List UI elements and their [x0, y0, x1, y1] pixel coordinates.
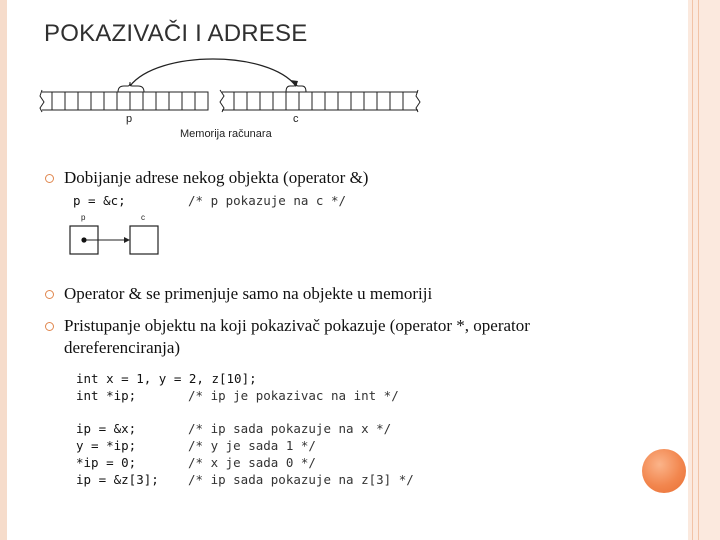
code-comment: /* ip je pokazivac na int */	[188, 388, 399, 403]
bullet-icon	[45, 322, 54, 331]
code-statement: int x = 1, y = 2, z[10];	[76, 371, 257, 386]
bullet-text-1: Dobijanje adrese nekog objekta (operator &)	[64, 168, 369, 187]
label-c: c	[141, 213, 145, 222]
code-statement: int *ip;	[76, 388, 137, 403]
right-border-line	[692, 0, 693, 540]
left-border	[0, 0, 7, 540]
decorative-orb	[642, 449, 686, 493]
code-comment: /* ip sada pokazuje na x */	[188, 421, 392, 436]
code-statement: ip = &z[3];	[76, 472, 159, 487]
label-p: p	[126, 113, 133, 125]
label-c: c	[293, 113, 299, 125]
slide-title: POKAZIVAČI I ADRESE	[44, 20, 308, 47]
diagram-caption: Memorija računara	[180, 128, 272, 140]
bullet-icon	[45, 174, 54, 183]
code-comment: /* y je sada 1 */	[188, 438, 316, 453]
code-statement: *ip = 0;	[76, 455, 137, 470]
code-statement: p = &c;	[73, 193, 126, 208]
code-comment: /* p pokazuje na c */	[188, 193, 347, 208]
bullet-text-2: Operator & se primenjuje samo na objekte u memoriji	[64, 284, 433, 303]
label-p: p	[81, 213, 86, 222]
code-comment: /* ip sada pokazuje na z[3] */	[188, 472, 414, 487]
bullet-text-3: Pristupanje objektu na koji pokazivač pokazuje (operator *, operator dereferenciranja)	[64, 316, 530, 357]
right-border-line	[698, 0, 699, 540]
code-comment: /* x je sada 0 */	[188, 455, 316, 470]
code-statement: ip = &x;	[76, 421, 137, 436]
memory-diagram	[38, 56, 428, 144]
pointer-diagram	[64, 212, 164, 260]
bullet-icon	[45, 290, 54, 299]
code-statement: y = *ip;	[76, 438, 137, 453]
